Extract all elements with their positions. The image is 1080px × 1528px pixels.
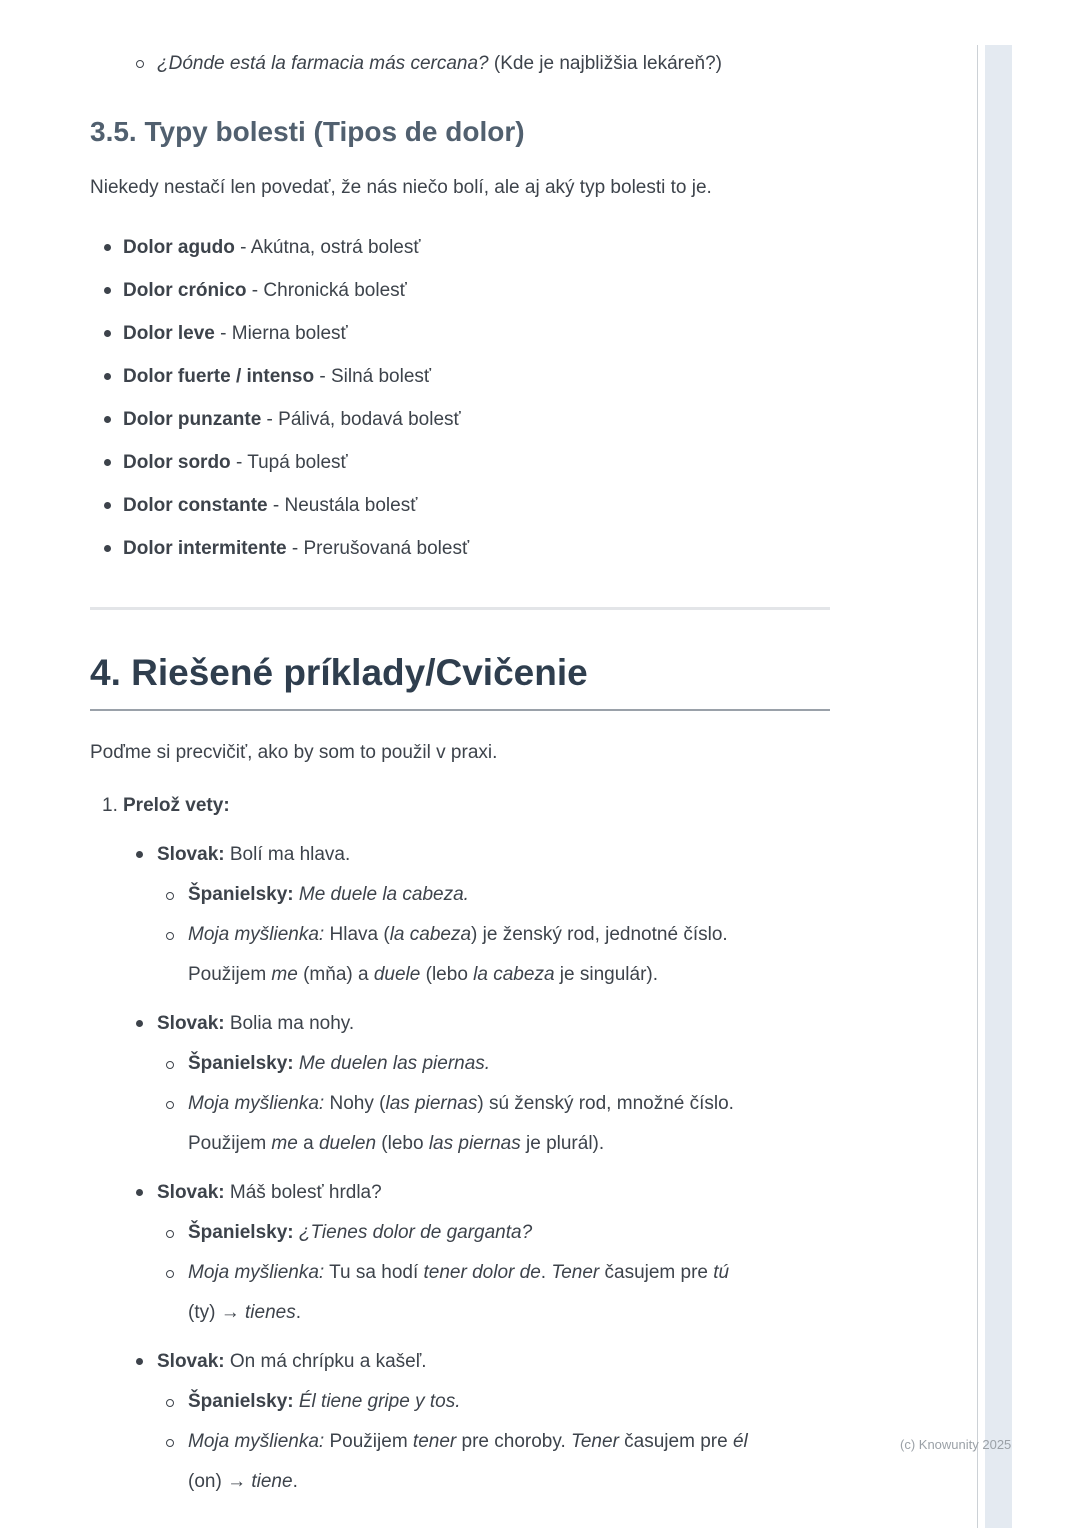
examples-list bbox=[90, 835, 830, 1502]
example-slovak-text: Slovak: On má chrípku a kašeľ. bbox=[157, 1351, 427, 1372]
section-4-title: 4. Riešené príklady/Cvičenie bbox=[90, 652, 830, 711]
example-item bbox=[90, 1342, 830, 1502]
disc-bullet-icon bbox=[104, 545, 111, 552]
example-item bbox=[90, 835, 830, 995]
example-thought-line bbox=[90, 1084, 830, 1164]
example-item bbox=[90, 1173, 830, 1333]
circle-bullet-icon bbox=[166, 892, 174, 900]
pain-type-item bbox=[90, 408, 830, 432]
example-spanish-text: Španielsky: ¿Tienes dolor de garganta? bbox=[188, 1222, 533, 1243]
circle-bullet-icon bbox=[166, 1061, 174, 1069]
disc-bullet-icon bbox=[104, 373, 111, 380]
disc-bullet-icon bbox=[136, 1189, 143, 1196]
pain-type-text: Dolor leve - Mierna bolesť bbox=[123, 323, 348, 344]
disc-bullet-icon bbox=[104, 459, 111, 466]
example-slovak-text: Slovak: Bolia ma nohy. bbox=[157, 1013, 355, 1034]
disc-bullet-icon bbox=[104, 502, 111, 509]
example-spanish-line bbox=[90, 1382, 830, 1422]
example-slovak-line bbox=[90, 835, 830, 875]
pain-type-item bbox=[90, 537, 830, 561]
pain-type-text: Dolor agudo - Akútna, ostrá bolesť bbox=[123, 237, 421, 258]
pain-type-text: Dolor sordo - Tupá bolesť bbox=[123, 452, 348, 473]
scrollbar[interactable] bbox=[985, 45, 1012, 1528]
example-spanish-text: Španielsky: Él tiene gripe y tos. bbox=[188, 1391, 461, 1412]
disc-bullet-icon bbox=[136, 851, 143, 858]
example-slovak-line bbox=[90, 1342, 830, 1382]
example-slovak-text: Slovak: Bolí ma hlava. bbox=[157, 844, 351, 865]
example-thought-text: Moja myšlienka: Použijem tener pre choroby. Tener časujem pre él (on) → tiene. bbox=[188, 1431, 748, 1492]
pharmacy-question-item bbox=[90, 50, 830, 78]
exercise-heading bbox=[90, 793, 830, 819]
copyright-notice: (c) Knowunity 2025 bbox=[900, 1437, 1012, 1452]
example-thought-text: Moja myšlienka: Tu sa hodí tener dolor de. Tener časujem pre tú (ty) → tienes. bbox=[188, 1262, 730, 1323]
pain-type-item bbox=[90, 279, 830, 303]
pain-type-item bbox=[90, 365, 830, 389]
pharmacy-question-text: ¿Dónde está la farmacia más cercana? (Kde je najbližšia lekáreň?) bbox=[157, 53, 723, 74]
section-35-intro: Niekedy nestačí len povedať, že nás niečo bolí, ale aj aký typ bolesti to je. bbox=[90, 177, 712, 198]
pain-type-text: Dolor crónico - Chronická bolesť bbox=[123, 280, 407, 301]
section-35-title: 3.5. Typy bolesti (Tipos de dolor) bbox=[90, 116, 525, 147]
example-thought-text: Moja myšlienka: Nohy (las piernas) sú ženský rod, množné číslo. Použijem me a duelen (lebo las piernas je plurál). bbox=[188, 1093, 734, 1154]
section-divider bbox=[90, 607, 830, 610]
pain-type-item bbox=[90, 236, 830, 260]
pain-type-item bbox=[90, 322, 830, 346]
example-spanish-text: Španielsky: Me duelen las piernas. bbox=[188, 1053, 491, 1074]
example-slovak-text: Slovak: Máš bolesť hrdla? bbox=[157, 1182, 382, 1203]
disc-bullet-icon bbox=[136, 1020, 143, 1027]
section-4-intro: Poďme si precvičiť, ako by som to použil v praxi. bbox=[90, 742, 498, 763]
example-spanish-line bbox=[90, 1044, 830, 1084]
example-thought-line bbox=[90, 1253, 830, 1333]
disc-bullet-icon bbox=[104, 330, 111, 337]
example-spanish-line bbox=[90, 1213, 830, 1253]
circle-bullet-icon bbox=[166, 1270, 174, 1278]
pain-types-list bbox=[90, 236, 830, 561]
circle-bullet-icon bbox=[166, 1230, 174, 1238]
example-spanish-line bbox=[90, 875, 830, 915]
document-content bbox=[90, 0, 830, 1511]
circle-bullet-icon bbox=[136, 60, 144, 68]
example-item bbox=[90, 1004, 830, 1164]
circle-bullet-icon bbox=[166, 1101, 174, 1109]
exercise-number: 1. bbox=[102, 795, 118, 816]
circle-bullet-icon bbox=[166, 1439, 174, 1447]
disc-bullet-icon bbox=[104, 244, 111, 251]
pain-type-text: Dolor constante - Neustála bolesť bbox=[123, 495, 418, 516]
circle-bullet-icon bbox=[166, 1399, 174, 1407]
exercise-label: Prelož vety: bbox=[123, 795, 230, 816]
example-slovak-line bbox=[90, 1173, 830, 1213]
example-spanish-text: Španielsky: Me duele la cabeza. bbox=[188, 884, 469, 905]
example-thought-text: Moja myšlienka: Hlava (la cabeza) je ženský rod, jednotné číslo. Použijem me (mňa) a duele (lebo la cabeza je singulár). bbox=[188, 924, 728, 985]
disc-bullet-icon bbox=[136, 1358, 143, 1365]
disc-bullet-icon bbox=[104, 416, 111, 423]
page-edge-line bbox=[977, 45, 978, 1528]
pain-type-item bbox=[90, 494, 830, 518]
circle-bullet-icon bbox=[166, 932, 174, 940]
pain-type-item bbox=[90, 451, 830, 475]
example-slovak-line bbox=[90, 1004, 830, 1044]
example-thought-line bbox=[90, 915, 830, 995]
example-thought-line bbox=[90, 1422, 830, 1502]
pain-type-text: Dolor intermitente - Prerušovaná bolesť bbox=[123, 538, 470, 559]
pain-type-text: Dolor fuerte / intenso - Silná bolesť bbox=[123, 366, 432, 387]
disc-bullet-icon bbox=[104, 287, 111, 294]
pain-type-text: Dolor punzante - Pálivá, bodavá bolesť bbox=[123, 409, 461, 430]
